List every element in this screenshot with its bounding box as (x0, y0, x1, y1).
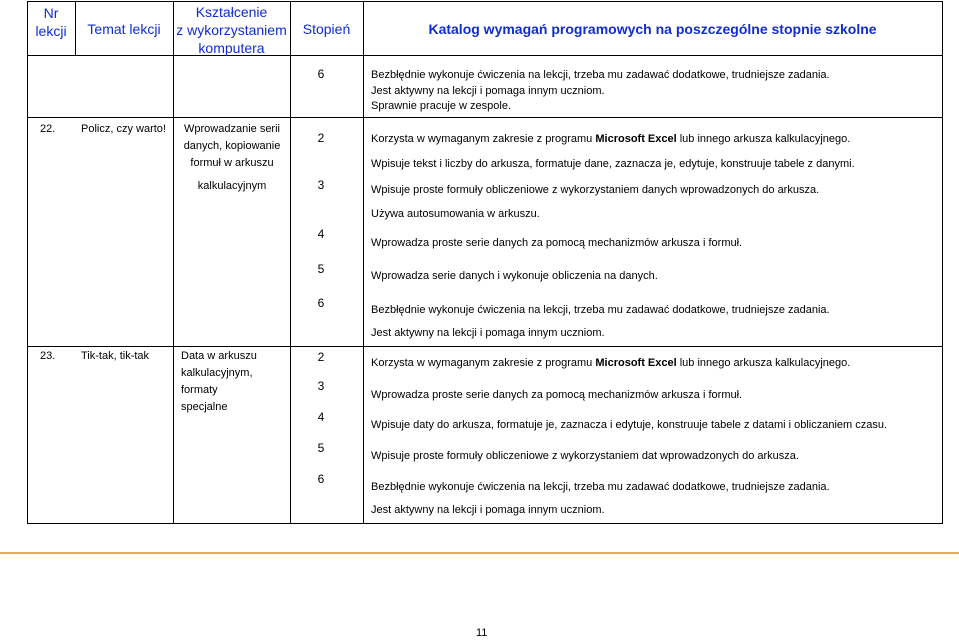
lesson22-edu (175, 121, 289, 195)
lesson23-edu (181, 348, 289, 416)
col-border-grade (363, 1, 364, 524)
lesson22-grade-5: 5 (317, 262, 325, 276)
lesson22-edu-line4: kalkulacyjnym (197, 180, 267, 192)
top-grade: 6 (317, 67, 325, 81)
header-catalog-text: Katalog wymagań programowych na poszczególne stopnie szkolne (428, 21, 877, 37)
lesson22-req-5: Wprowadza proste serie danych za pomocą mechanizmów arkusza i formuł. (371, 237, 743, 249)
top-line-1: Bezbłędnie wykonuje ćwiczenia na lekcji, trzeba mu zadawać dodatkowe, trudniejsze zadania. (371, 69, 830, 81)
lesson22-req-1-post: lub innego arkusza kalkulacyjnego. (676, 133, 851, 145)
row-divider-22 (27, 117, 363, 118)
header-nr (27, 4, 75, 40)
lesson22-edu-line2: danych, kopiowanie (183, 140, 281, 152)
lesson22-grade-3: 3 (317, 178, 325, 192)
header-edu (173, 3, 290, 57)
lesson22-nr: 22. (40, 123, 56, 135)
lesson23-grade-6: 6 (317, 472, 325, 486)
lesson22-grade-2: 2 (317, 131, 325, 145)
lesson22-req-1-pre: Korzysta w wymaganym zakresie z programu (371, 133, 596, 145)
lesson23-grade-5: 5 (317, 441, 325, 455)
top-line-2: Jest aktywny na lekcji i pomaga innym uczniom. (371, 85, 605, 97)
header-catalog (363, 20, 942, 38)
lesson23-req-1-post: lub innego arkusza kalkulacyjnego. (676, 357, 851, 369)
lesson23-edu-line3: specjalne (181, 401, 228, 413)
header-grade-text: Stopień (302, 21, 351, 37)
lesson23-req-1-bold: Microsoft Excel (595, 357, 677, 369)
lesson22-grade-4: 4 (317, 227, 325, 241)
lesson22-req-2: Wpisuje tekst i liczby do arkusza, formatuje dane, zaznacza je, edytuje, konstruuje tabele z danymi. (371, 158, 855, 170)
row-divider-23 (27, 346, 943, 347)
lesson23-edu-line2: kalkulacyjnym, formaty (181, 367, 253, 396)
header-topic-text: Temat lekcji (87, 21, 161, 37)
lesson23-req-1-pre: Korzysta w wymaganym zakresie z programu (371, 357, 596, 369)
lesson23-topic: Tik-tak, tik-tak (81, 350, 150, 362)
lesson23-grade-4: 4 (317, 410, 325, 424)
table-bottom-border (27, 523, 943, 524)
lesson22-req-1 (371, 133, 850, 145)
lesson22-req-3: Wpisuje proste formuły obliczeniowe z wykorzystaniem danych wprowadzonych do arkusza. (371, 184, 820, 196)
row-divider-22-right (363, 117, 943, 118)
lesson23-nr: 23. (40, 350, 56, 362)
lesson23-req-2: Wprowadza proste serie danych za pomocą mechanizmów arkusza i formuł. (371, 389, 743, 401)
lesson22-edu-line1: Wprowadzanie serii (184, 123, 280, 135)
header-grade (290, 20, 363, 38)
lesson22-grade-6: 6 (317, 296, 325, 310)
lesson23-req-5: Bezbłędnie wykonuje ćwiczenia na lekcji, trzeba mu zadawać dodatkowe, trudniejsze zadania. (371, 481, 830, 493)
lesson22-req-4: Używa autosumowania w arkuszu. (371, 208, 540, 220)
table-top-border (27, 1, 943, 2)
lesson23-req-4: Wpisuje proste formuły obliczeniowe z wykorzystaniem dat wprowadzonych do arkusza. (371, 450, 799, 462)
lesson22-req-6: Wprowadza serie danych i wykonuje obliczenia na danych. (371, 270, 658, 282)
lesson23-req-1 (371, 357, 850, 369)
lesson23-grade-2: 2 (317, 350, 325, 364)
footer-divider (0, 552, 959, 554)
col-border-left (27, 1, 28, 524)
lesson23-grade-3: 3 (317, 379, 325, 393)
lesson22-req-1-bold: Microsoft Excel (595, 133, 677, 145)
header-bottom-border (27, 55, 943, 56)
col-border-topic (173, 1, 174, 524)
header-edu-line3: komputera (198, 40, 265, 56)
header-edu-line1: Kształcenie (195, 4, 268, 20)
top-line-3: Sprawnie pracuje w zespole. (371, 100, 512, 112)
lesson23-edu-line1: Data w arkuszu (181, 350, 257, 362)
page-number: 11 (476, 627, 488, 639)
header-nr-text: Nr lekcji (35, 5, 67, 39)
col-border-right (942, 1, 943, 524)
lesson22-edu-line3: formuł w arkuszu (190, 157, 274, 169)
lesson22-topic: Policz, czy warto! (81, 123, 166, 135)
lesson22-req-7: Bezbłędnie wykonuje ćwiczenia na lekcji, trzeba mu zadawać dodatkowe, trudniejsze zadania. (371, 304, 830, 316)
lesson22-req-8: Jest aktywny na lekcji i pomaga innym uczniom. (371, 327, 605, 339)
header-edu-line2: z wykorzystaniem (176, 22, 287, 38)
col-border-edu (290, 1, 291, 524)
header-topic (75, 20, 173, 38)
lesson23-req-6: Jest aktywny na lekcji i pomaga innym uczniom. (371, 504, 605, 516)
lesson23-req-3: Wpisuje daty do arkusza, formatuje je, zaznacza i edytuje, konstruuje tabele z datami i obliczaniem czasu. (371, 419, 888, 431)
